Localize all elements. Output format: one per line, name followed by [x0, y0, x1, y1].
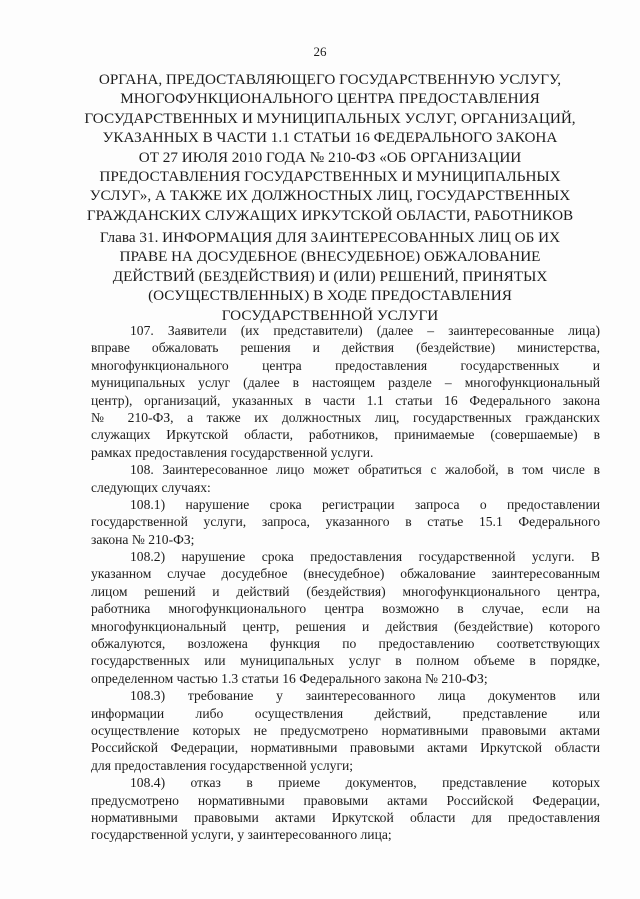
heading-line: ПРЕДОСТАВЛЕНИЯ ГОСУДАРСТВЕННЫХ И МУНИЦИПАЛЬНЫХ [99, 168, 561, 186]
chapter-heading [80, 228, 580, 325]
paragraph-line: нормативными правовыми актами Иркутской области для предоставления [91, 809, 600, 825]
heading-line: ОРГАНА, ПРЕДОСТАВЛЯЮЩЕГО ГОСУДАРСТВЕННУЮ УСЛУГУ, [98, 71, 562, 88]
paragraph-line: 107. Заявители (их представители) (далее – заинтересованные лица) [130, 323, 600, 338]
paragraph-line: центр), организаций, указанных в части 1.1 статьи 16 Федерального закона [91, 392, 600, 408]
paragraph-line: 108. Заинтересованное лицо может обратиться с жалобой, в том числе в [130, 462, 600, 478]
paragraph-line: для предоставления государственной услуги; [91, 757, 354, 773]
paragraph-line: 108.3) требование у заинтересованного лица документов или [130, 688, 600, 704]
paragraph-line: предусмотрено нормативными правовыми актами Российской Федерации, [91, 792, 600, 808]
paragraph-line: следующих случаях: [91, 479, 211, 495]
paragraph-line: закона № 210-ФЗ; [91, 531, 195, 547]
paragraph-line: государственных или муниципальных услуг в полном объеме в порядке, [91, 653, 600, 669]
paragraph-line: обжалуются, возложена функция по предоставлению соответствующих [91, 636, 600, 652]
body-text [91, 322, 600, 844]
heading-line: ОТ 27 ИЮЛЯ 2010 ГОДА № 210-ФЗ «ОБ ОРГАНИЗАЦИИ [138, 148, 522, 166]
paragraph-line: муниципальных услуг (далее в настоящем разделе – многофункциональный [91, 375, 600, 391]
paragraph-line: 108.2) нарушение срока предоставления государственной услуги. В [130, 549, 600, 565]
chapter-line: Глава 31. ИНФОРМАЦИЯ ДЛЯ ЗАИНТЕРЕСОВАННЫХ ЛИЦ ОБ ИХ [99, 229, 561, 246]
section-heading [60, 70, 600, 225]
heading-line: ГОСУДАРСТВЕННЫХ И МУНИЦИПАЛЬНЫХ УСЛУГ, ОРГАНИЗАЦИЙ, [84, 109, 576, 127]
paragraph-line: государственной услуги, у заинтересованного лица; [91, 827, 392, 843]
paragraph-line: рамках предоставления государственной услуги. [91, 444, 374, 460]
paragraph-line: работника многофункционального центра возможно в случае, если на [91, 601, 600, 617]
paragraph-line: информации либо осуществления действий, представление или [91, 705, 600, 721]
paragraph-line: многофункциональный центр, решения и действия (бездействие) которого [91, 618, 600, 634]
paragraph-line: определенном частью 1.3 статьи 16 Федерального закона № 210-ФЗ; [91, 670, 488, 686]
paragraph-line: осуществление которых не предусмотрено нормативными правовыми актами [91, 722, 600, 738]
paragraph-line: лицом решений и действий (бездействия) многофункционального центра, [91, 583, 600, 599]
paragraph-line: указанном случае досудебное (внесудебное) обжалование заинтересованным [91, 566, 600, 582]
paragraph-line: служащих Иркутской области, работников, принимаемые (совершаемые) в [91, 427, 600, 443]
paragraph-line: 108.4) отказ в приеме документов, представление которых [130, 775, 600, 791]
page-number: 26 [313, 44, 327, 59]
paragraph-line: вправе обжаловать решения и действия (бездействие) министерства, [91, 340, 600, 356]
paragraph-line: Российской Федерации, нормативными правовыми актами Иркутской области [91, 740, 600, 756]
paragraph-line: государственной услуги, запроса, указанного в статье 15.1 Федерального [91, 514, 600, 530]
heading-line: ГРАЖДАНСКИХ СЛУЖАЩИХ ИРКУТСКОЙ ОБЛАСТИ, РАБОТНИКОВ [86, 206, 574, 224]
chapter-line: (ОСУЩЕСТВЛЕННЫХ) В ХОДЕ ПРЕДОСТАВЛЕНИЯ [148, 287, 512, 305]
paragraph-line: 108.1) нарушение срока регистрации запроса о предоставлении [130, 496, 600, 512]
heading-line: УКАЗАННЫХ В ЧАСТИ 1.1 СТАТЬИ 16 ФЕДЕРАЛЬНОГО ЗАКОНА [102, 129, 558, 147]
paragraph-line: многофункционального центра предоставления государственных и [91, 357, 600, 373]
chapter-line: ДЕЙСТВИЙ (БЕЗДЕЙСТВИЯ) И (ИЛИ) РЕШЕНИЙ, ПРИНЯТЫХ [112, 267, 548, 285]
chapter-line: ГОСУДАРСТВЕННОЙ УСЛУГИ [221, 306, 439, 324]
paragraph-line: № 210-ФЗ, а также их должностных лиц, государственных гражданских [91, 409, 600, 425]
heading-line: МНОГОФУНКЦИОНАЛЬНОГО ЦЕНТРА ПРЕДОСТАВЛЕНИЯ [120, 90, 540, 108]
heading-line: УСЛУГ», А ТАКЖЕ ИХ ДОЛЖНОСТНЫХ ЛИЦ, ГОСУДАРСТВЕННЫХ [89, 187, 571, 205]
chapter-line: ПРАВЕ НА ДОСУДЕБНОЕ (ВНЕСУДЕБНОЕ) ОБЖАЛОВАНИЕ [119, 248, 541, 266]
